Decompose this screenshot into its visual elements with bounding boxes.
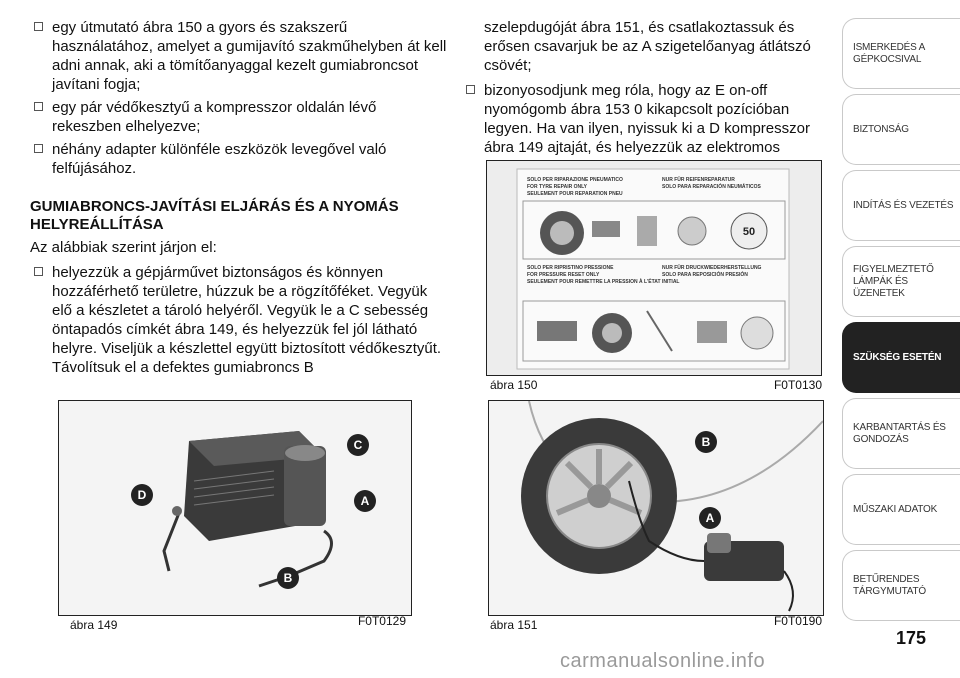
- sheet-text: SEULEMENT POUR REMETTRE LA PRESSION À L'ÉTAT INITIAL: [527, 279, 680, 285]
- sheet-text: NUR FÜR DRUCKWIEDERHERSTELLUNG: [662, 265, 762, 271]
- marker-a: A: [699, 507, 721, 529]
- list-item: egy útmutató ábra 150 a gyors és szakszerű használatához, amelyet a gumijavító szakműhelyben át kell adni annak, aki a tömítőanyaggal kezelt gumiabroncsot javítani fogja;: [30, 18, 448, 94]
- sheet-text: FOR PRESSURE RESET ONLY: [527, 272, 600, 278]
- wheel-illustration: [489, 401, 823, 615]
- tab-maintenance[interactable]: KARBANTARTÁS ÉS GONDOZÁS: [842, 398, 960, 469]
- list-item: bizonyosodjunk meg róla, hogy az E on-off nyomógomb ábra 153 0 kikapcsolt pozícióban legyen. Ha van ilyen, nyissuk ki a D kompresszor ábra 149 ajtaját, és helyezzük az elektromos: [462, 81, 837, 157]
- checkbox-bullet-icon: [34, 22, 43, 31]
- sheet-text: NUR FÜR REIFENREPARATUR: [662, 177, 735, 183]
- continuation-text: szelepdugóját ábra 151, és csatlakoztassuk és erősen csavarjuk be az A szigetelőanyag átlátszó csövét;: [484, 19, 811, 74]
- figure-149: [58, 400, 412, 616]
- figure-label: ábra 150: [490, 378, 538, 392]
- section-heading: GUMIABRONCS-JAVÍTÁSI ELJÁRÁS ÉS A NYOMÁS HELYREÁLLÍTÁSA: [30, 198, 399, 233]
- figure-code: F0T0130: [773, 378, 822, 392]
- marker-b: B: [695, 431, 717, 453]
- figure-150: [486, 160, 822, 376]
- intro-text: Az alábbiak szerint járjon el:: [30, 239, 217, 256]
- instruction-sheet-illustration: [487, 161, 821, 375]
- tab-starting-driving[interactable]: INDÍTÁS ÉS VEZETÉS: [842, 170, 960, 241]
- marker-a: A: [354, 490, 376, 512]
- figure-151: [488, 400, 824, 616]
- chapter-sidebar: [842, 18, 960, 626]
- figure-code: F0T0190: [773, 614, 822, 628]
- sheet-text: FOR TYRE REPAIR ONLY: [527, 184, 588, 190]
- checkbox-bullet-icon: [34, 144, 43, 153]
- list-item: egy pár védőkesztyű a kompresszor oldalán lévő rekeszben elhelyezve;: [30, 98, 448, 136]
- tab-getting-to-know[interactable]: ISMERKEDÉS A GÉPKOCSIVAL: [842, 18, 960, 89]
- right-column: [462, 18, 837, 161]
- checkbox-bullet-icon: [466, 85, 475, 94]
- checkbox-bullet-icon: [34, 102, 43, 111]
- sheet-text: SOLO PARA REPARACIÓN NEUMÁTICOS: [662, 184, 761, 190]
- list-item: helyezzük a gépjárművet biztonságos és könnyen hozzáférhető területre, húzzuk be a rögzítőféket. Vegyük elő a készletet a tároló helyéről. Vegyük le a C sebesség öntapadós címkét ábra 149, és helyezzük fel jól látható helyre. Viseljük a készlettel együtt biztosított védőkesztyűt. Távolítsuk el a defektes gumiabroncs B: [30, 263, 448, 377]
- marker-d: D: [131, 484, 153, 506]
- marker-b: B: [277, 567, 299, 589]
- gauge-value: 50: [742, 226, 756, 238]
- checkbox-bullet-icon: [34, 267, 43, 276]
- sheet-text: SEULEMENT POUR REPARATION PNEU: [527, 191, 623, 197]
- marker-c: C: [347, 434, 369, 456]
- sheet-text: SOLO PARA REPOSICIÓN PRESIÓN: [662, 272, 748, 278]
- sheet-text: SOLO PER RIPRISTINO PRESSIONE: [527, 265, 614, 271]
- accessory-list: [30, 18, 448, 178]
- left-column: [30, 18, 448, 381]
- tab-in-an-emergency[interactable]: SZÜKSÉG ESETÉN: [842, 322, 960, 393]
- list-item: néhány adapter különféle eszközök levegővel való felfújásához.: [30, 140, 448, 178]
- tab-index[interactable]: BETŰRENDES TÁRGYMUTATÓ: [842, 550, 960, 621]
- figure-label: ábra 149: [70, 618, 118, 632]
- tab-safety[interactable]: BIZTONSÁG: [842, 94, 960, 165]
- watermark: carmanualsonline.info: [560, 650, 766, 672]
- sheet-text: SOLO PER RIPARAZIONE PNEUMATICO: [527, 177, 623, 183]
- page-number: 175: [895, 628, 926, 648]
- figure-code: F0T0129: [357, 614, 406, 628]
- tab-warning-lights[interactable]: FIGYELMEZTETŐ LÁMPÁK ÉS ÜZENETEK: [842, 246, 960, 317]
- procedure-list-continued: [462, 81, 837, 157]
- tab-technical-data[interactable]: MŰSZAKI ADATOK: [842, 474, 960, 545]
- figure-label: ábra 151: [490, 618, 538, 632]
- procedure-list: [30, 263, 448, 377]
